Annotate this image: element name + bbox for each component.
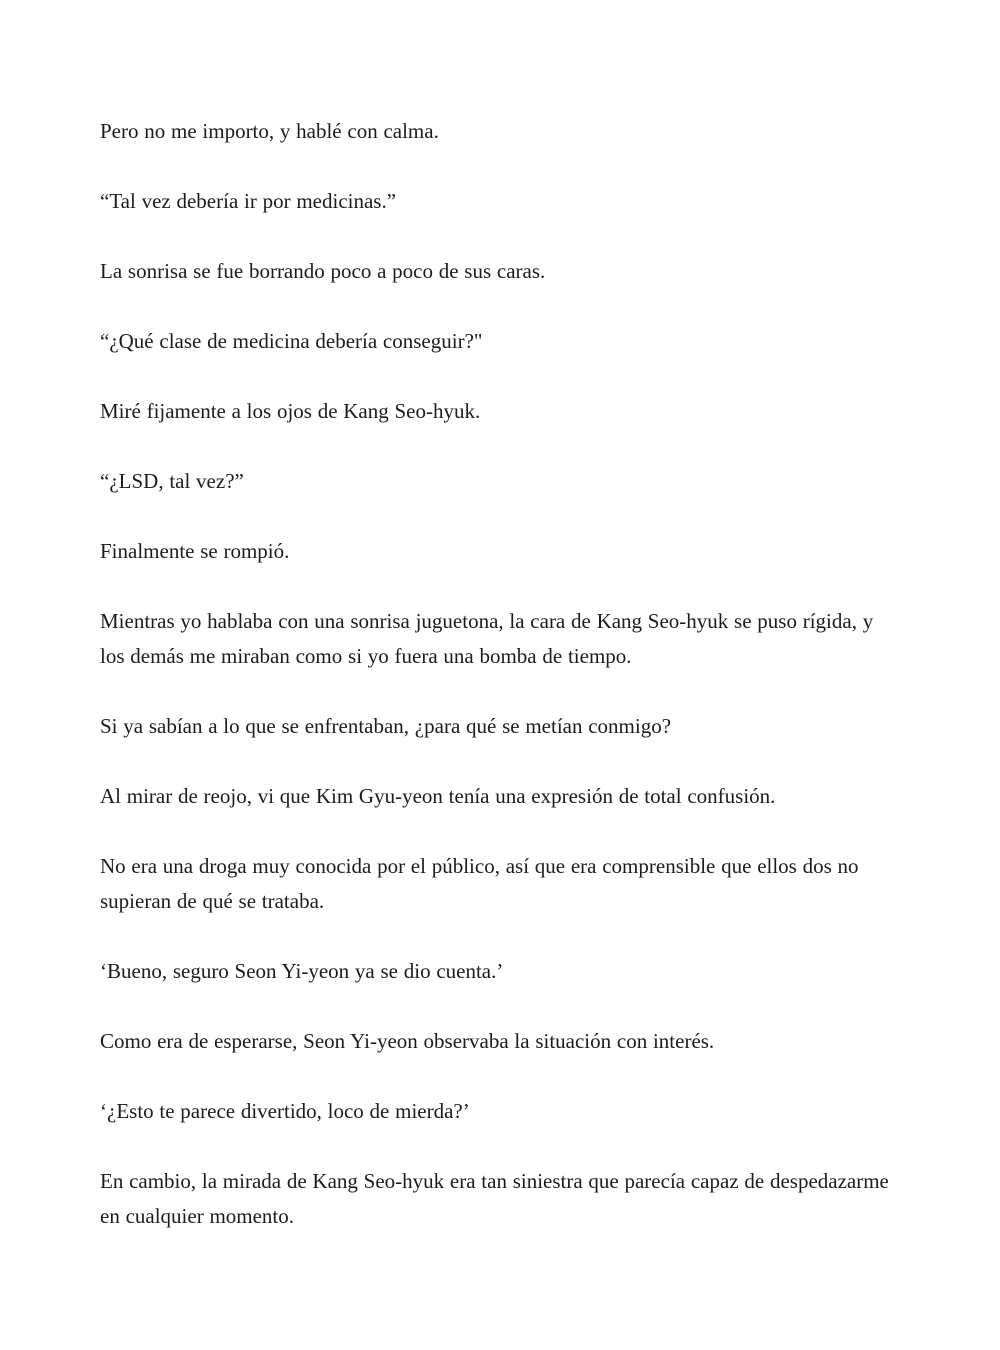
paragraph: Finalmente se rompió.: [100, 539, 290, 563]
dialogue-paragraph: “¿LSD, tal vez?”: [100, 469, 244, 493]
paragraph: Miré fijamente a los ojos de Kang Seo-hyuk.: [100, 399, 481, 423]
paragraph: No era una droga muy conocida por el público, así que era comprensible que ellos dos no supieran de qué se trataba.: [100, 854, 859, 913]
paragraph: La sonrisa se fue borrando poco a poco de sus caras.: [100, 259, 546, 283]
paragraph: En cambio, la mirada de Kang Seo-hyuk era tan siniestra que parecía capaz de despedazarme en cualquier momento.: [100, 1169, 889, 1228]
thought-paragraph: ‘¿Esto te parece divertido, loco de mierda?’: [100, 1099, 470, 1123]
paragraph: Como era de esperarse, Seon Yi-yeon observaba la situación con interés.: [100, 1029, 715, 1053]
document-body: [100, 114, 900, 1269]
paragraph: Mientras yo hablaba con una sonrisa juguetona, la cara de Kang Seo-hyuk se puso rígida, y los demás me miraban como si yo fuera una bomba de tiempo.: [100, 609, 874, 668]
paragraph: Pero no me importo, y hablé con calma.: [100, 119, 439, 143]
dialogue-paragraph: “Tal vez debería ir por medicinas.”: [100, 189, 397, 213]
paragraph: Al mirar de reojo, vi que Kim Gyu-yeon tenía una expresión de total confusión.: [100, 784, 776, 808]
thought-paragraph: ‘Bueno, seguro Seon Yi-yeon ya se dio cuenta.’: [100, 959, 504, 983]
dialogue-paragraph: “¿Qué clase de medicina debería conseguir?": [100, 329, 483, 353]
paragraph: Si ya sabían a lo que se enfrentaban, ¿para qué se metían conmigo?: [100, 714, 672, 738]
